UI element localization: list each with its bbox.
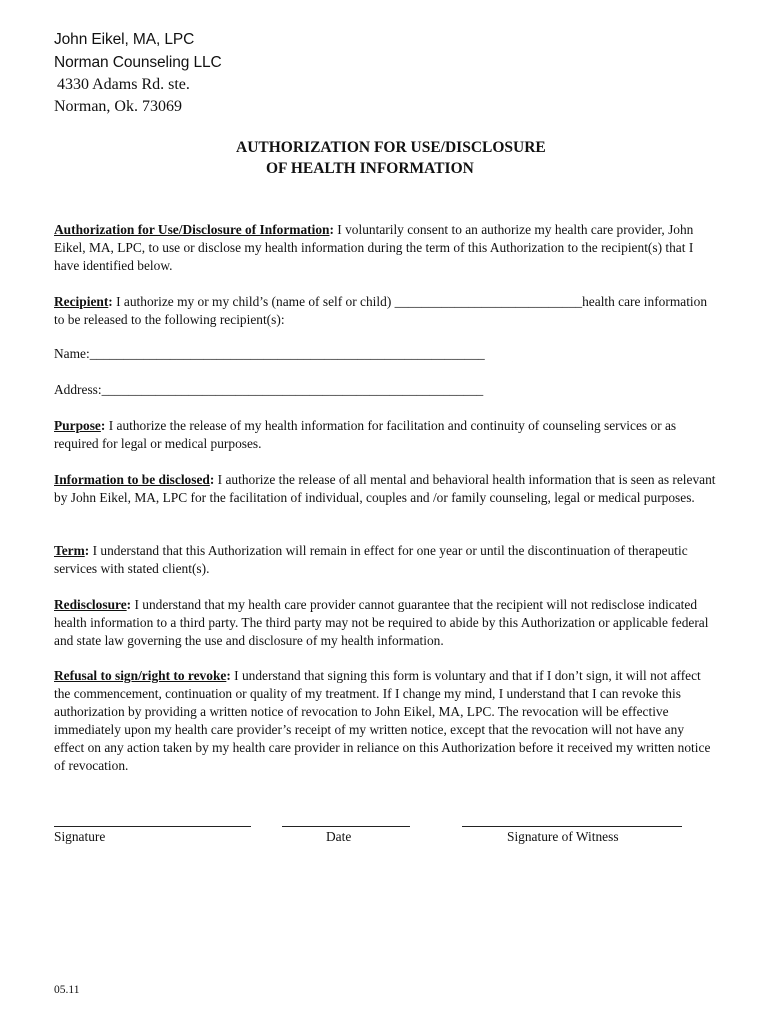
- address-field-row: [54, 382, 483, 398]
- signature-line[interactable]: [54, 826, 251, 827]
- recipient-text-after: health care information to be released to the following recipient(s):: [54, 294, 708, 327]
- name-field-row: [54, 346, 485, 362]
- date-label: Date: [326, 829, 352, 844]
- refusal-text: I understand that signing this form is voluntary and that if I don’t sign, it will not affect the commencement, continuation or quality of my treatment. If I change my mind, I understand that I can revoke this authorization by providing a written notice of revocation to John Eikel, MA, LPC. The revocation will be effective immediately upon my health care provider’s receipt of my written notice, except that the revocation will not have any effect on any action taken by my health care provider in reliance on this Authorization before it received my written notice of revocation.: [54, 668, 711, 773]
- term-text: I understand that this Authorization will remain in effect for one year or until the discontinuation of therapeutic services with stated client(s).: [54, 543, 688, 576]
- form-title-line-2: OF HEALTH INFORMATION: [266, 160, 474, 177]
- purpose-text: I authorize the release of my health information for facilitation and continuity of counseling services or as required for legal or medical purposes.: [54, 418, 677, 451]
- purpose-section: Purpose: I authorize the release of my health information for facilitation and continuity of counseling services or as required for legal or medical purposes.: [54, 418, 677, 451]
- provider-name: John Eikel, MA, LPC: [54, 31, 195, 48]
- information-label: Information to be disclosed: [54, 472, 210, 487]
- recipient-section: Recipient: I authorize my or my child’s (name of self or child) ____________________________health care information to be released to the following recipient(s):: [54, 294, 708, 327]
- authorization-section: Authorization for Use/Disclosure of Information: I voluntarily consent to an authorize my health care provider, John Eikel, MA, LPC, to use or disclose my health information during the term of this Authorization to the recipient(s) that I have identified below.: [54, 222, 694, 273]
- purpose-label: Purpose: [54, 418, 101, 433]
- form-version-code: 05.11: [54, 984, 80, 996]
- address-field-blank[interactable]: _________________________________________________________: [101, 382, 484, 397]
- practice-name: Norman Counseling LLC: [54, 54, 222, 71]
- name-field-label: Name:: [54, 346, 90, 361]
- address-line-2: Norman, Ok. 73069: [54, 98, 182, 115]
- authorization-text: I voluntarily consent to an authorize my health care provider, John Eikel, MA, LPC, to use or disclose my health information during the term of this Authorization to the recipient(s) that I have identified below.: [54, 222, 694, 273]
- recipient-label: Recipient: [54, 294, 109, 309]
- address-line-1: 4330 Adams Rd. ste.: [57, 76, 190, 93]
- authorization-label: Authorization for Use/Disclosure of Information: [54, 222, 330, 237]
- form-title-line-1: AUTHORIZATION FOR USE/DISCLOSURE: [236, 139, 546, 156]
- witness-signature-line[interactable]: [462, 826, 682, 827]
- witness-signature-label: Signature of Witness: [507, 829, 619, 844]
- recipient-name-blank[interactable]: ____________________________: [394, 294, 583, 309]
- refusal-section: Refusal to sign/right to revoke: I understand that signing this form is voluntary and that if I don’t sign, it will not affect the commencement, continuation or quality of my treatment. If I change my mind, I understand that I can revoke this authorization by providing a written notice of revocation to John Eikel, MA, LPC. The revocation will be effective immediately upon my health care provider’s receipt of my written notice, except that the revocation will not have any effect on any action taken by my health care provider in reliance on this Authorization before it received my written notice of revocation.: [54, 668, 711, 773]
- redisclosure-label: Redisclosure: [54, 597, 127, 612]
- redisclosure-text: I understand that my health care provider cannot guarantee that the recipient will not redisclose indicated health information to a third party. The third party may not be required to abide by this Authorization or applicable federal and state law governing the use and disclosure of my health information.: [54, 597, 709, 648]
- information-section: Information to be disclosed: I authorize the release of all mental and behavioral health information that is seen as relevant by John Eikel, MA, LPC for the facilitation of individual, couples and /or family counseling, legal or medical purposes.: [54, 472, 716, 505]
- recipient-text: I authorize my or my child’s (name of self or child): [112, 294, 395, 309]
- refusal-label: Refusal to sign/right to revoke: [54, 668, 227, 683]
- address-field-label: Address:: [54, 382, 102, 397]
- term-label: Term: [54, 543, 85, 558]
- date-line[interactable]: [282, 826, 410, 827]
- signature-label: Signature: [54, 829, 106, 844]
- name-field-blank[interactable]: ___________________________________________________________: [89, 346, 485, 361]
- term-section: Term: I understand that this Authorization will remain in effect for one year or until the discontinuation of therapeutic services with stated client(s).: [54, 543, 688, 576]
- redisclosure-section: Redisclosure: I understand that my health care provider cannot guarantee that the recipient will not redisclose indicated health information to a third party. The third party may not be required to abide by this Authorization or applicable federal and state law governing the use and disclosure of my health information.: [54, 597, 709, 648]
- information-text: I authorize the release of all mental and behavioral health information that is seen as relevant by John Eikel, MA, LPC for the facilitation of individual, couples and /or family counseling, legal or medical purposes.: [54, 472, 716, 505]
